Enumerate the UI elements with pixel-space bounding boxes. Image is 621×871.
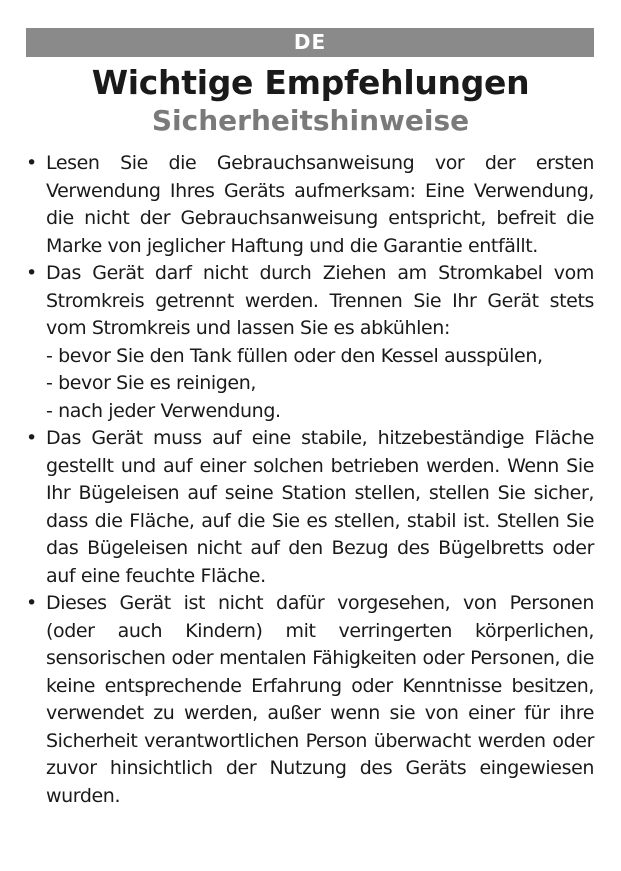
sub-item: - bevor Sie es reinigen, <box>46 372 256 394</box>
item-text: Das Gerät muss auf eine stabile, hitzebeständige Fläche gestellt und auf einer solchen betrieben werden. Wenn Sie Ihr Bügeleisen auf seine Station stellen, stellen Sie sicher, dass die Fläche, auf die Sie es stellen, stabil ist. Stellen Sie das Bügeleisen nicht auf den Bezug des Bügelbretts oder auf eine feuchte Fläche. <box>46 427 594 587</box>
item-text: Das Gerät darf nicht durch Ziehen am Stromkabel vom Stromkreis getrennt werden. Trennen Sie Ihr Gerät stets vom Stromkreis und lassen Sie es abkühlen: <box>46 262 594 339</box>
sub-item: - nach jeder Verwendung. <box>46 399 281 422</box>
page-title: Wichtige Empfehlungen <box>91 63 530 102</box>
language-bar <box>26 28 594 57</box>
list-item <box>26 260 594 425</box>
safety-list <box>26 150 594 810</box>
language-code: DE <box>293 30 327 54</box>
item-text: Lesen Sie die Gebrauchsanweisung vor der ersten Verwendung Ihres Geräts aufmerksam: Eine Verwendung, die nicht der Gebrauchsanweisung entspricht, befreit die Marke von jeglicher Haftung und die Garantie entfällt. <box>46 152 594 257</box>
list-item <box>26 425 594 590</box>
bullet-icon: • <box>26 152 37 174</box>
bullet-icon: • <box>26 427 37 449</box>
page-subtitle: Sicherheitshinweise <box>151 104 470 137</box>
list-item <box>26 590 594 810</box>
sub-item: - bevor Sie den Tank füllen oder den Kessel ausspülen, <box>46 344 543 367</box>
list-item <box>26 150 594 260</box>
item-text: Dieses Gerät ist nicht dafür vorgesehen, von Personen (oder auch Kindern) mit verringerten körperlichen, sensorischen oder mentalen Fähigkeiten oder Personen, die keine entsprechende Erfahrung oder Kenntnisse besitzen, verwendet zu werden, außer wenn sie von einer für ihre Sicherheit verantwortlichen Person überwacht werden oder zuvor hinsichtlich der Nutzung des Geräts eingewiesen wurden. <box>46 592 594 807</box>
bullet-icon: • <box>26 262 37 284</box>
bullet-icon: • <box>26 592 37 614</box>
